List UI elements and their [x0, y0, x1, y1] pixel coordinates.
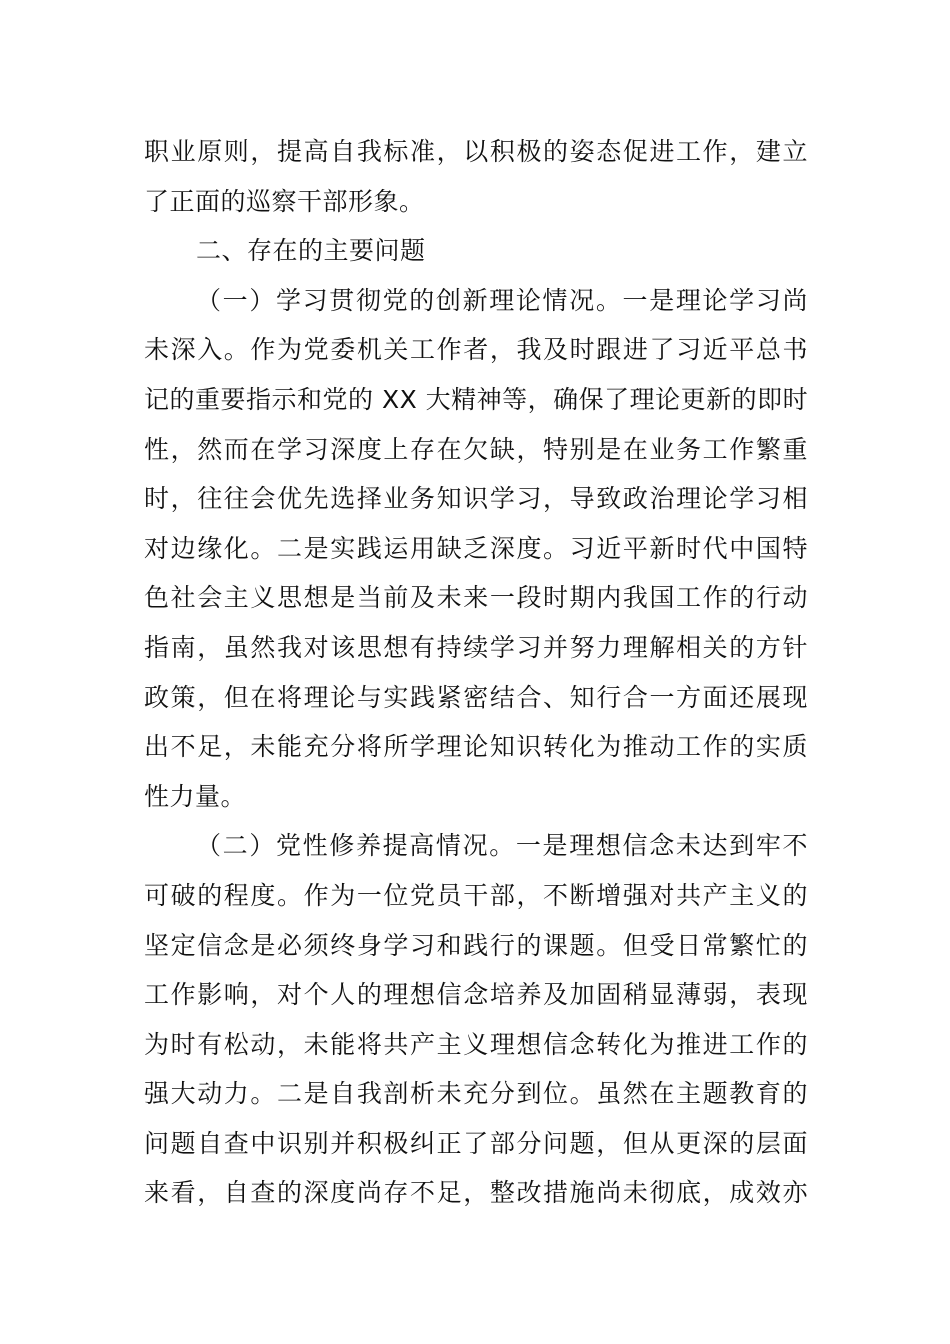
text-line: 来看，自查的深度尚存不足，整改措施尚未彻底，成效亦 — [144, 1178, 808, 1208]
text-line: 坚定信念是必须终身学习和践行的课题。但受日常繁忙的 — [144, 930, 808, 960]
text-line: 未深入。作为党委机关工作者，我及时跟进了习近平总书 — [144, 335, 808, 365]
subsection-heading-line: （二）党性修养提高情况。一是理想信念未达到牢不 — [196, 831, 808, 861]
text-line: 强大动力。二是自我剖析未充分到位。虽然在主题教育的 — [144, 1079, 808, 1109]
text-line: 职业原则，提高自我标准，以积极的姿态促进工作，建立 — [144, 137, 808, 166]
text-line: 记的重要指示和党的 XX 大精神等，确保了理论更新的即时 — [144, 384, 809, 414]
text-line: 色社会主义思想是当前及未来一段时期内我国工作的行动 — [144, 583, 808, 613]
text-line: 问题自查中识别并积极纠正了部分问题，但从更深的层面 — [144, 1128, 808, 1158]
section-heading: 二、存在的主要问题 — [196, 236, 426, 266]
text-line: 政策，但在将理论与实践紧密结合、知行合一方面还展现 — [144, 682, 808, 712]
text-line: 为时有松动，未能将共产主义理想信念转化为推进工作的 — [144, 1029, 808, 1059]
subsection-heading-line: （一）学习贯彻党的创新理论情况。一是理论学习尚 — [196, 285, 808, 315]
document-body — [144, 127, 808, 1218]
text-line: 对边缘化。二是实践运用缺乏深度。习近平新时代中国特 — [144, 533, 808, 563]
text-line: 工作影响，对个人的理想信念培养及加固稍显薄弱，表现 — [144, 980, 808, 1010]
text-line: 时，往往会优先选择业务知识学习，导致政治理论学习相 — [144, 484, 808, 514]
text-line: 可破的程度。作为一位党员干部，不断增强对共产主义的 — [144, 880, 808, 910]
text-line: 性，然而在学习深度上存在欠缺，特别是在业务工作繁重 — [144, 434, 808, 464]
text-line: 了正面的巡察干部形象。 — [144, 186, 425, 216]
text-line: 性力量。 — [144, 781, 247, 811]
text-line: 出不足，未能充分将所学理论知识转化为推动工作的实质 — [144, 732, 808, 762]
text-line: 指南，虽然我对该思想有持续学习并努力理解相关的方针 — [144, 632, 808, 662]
